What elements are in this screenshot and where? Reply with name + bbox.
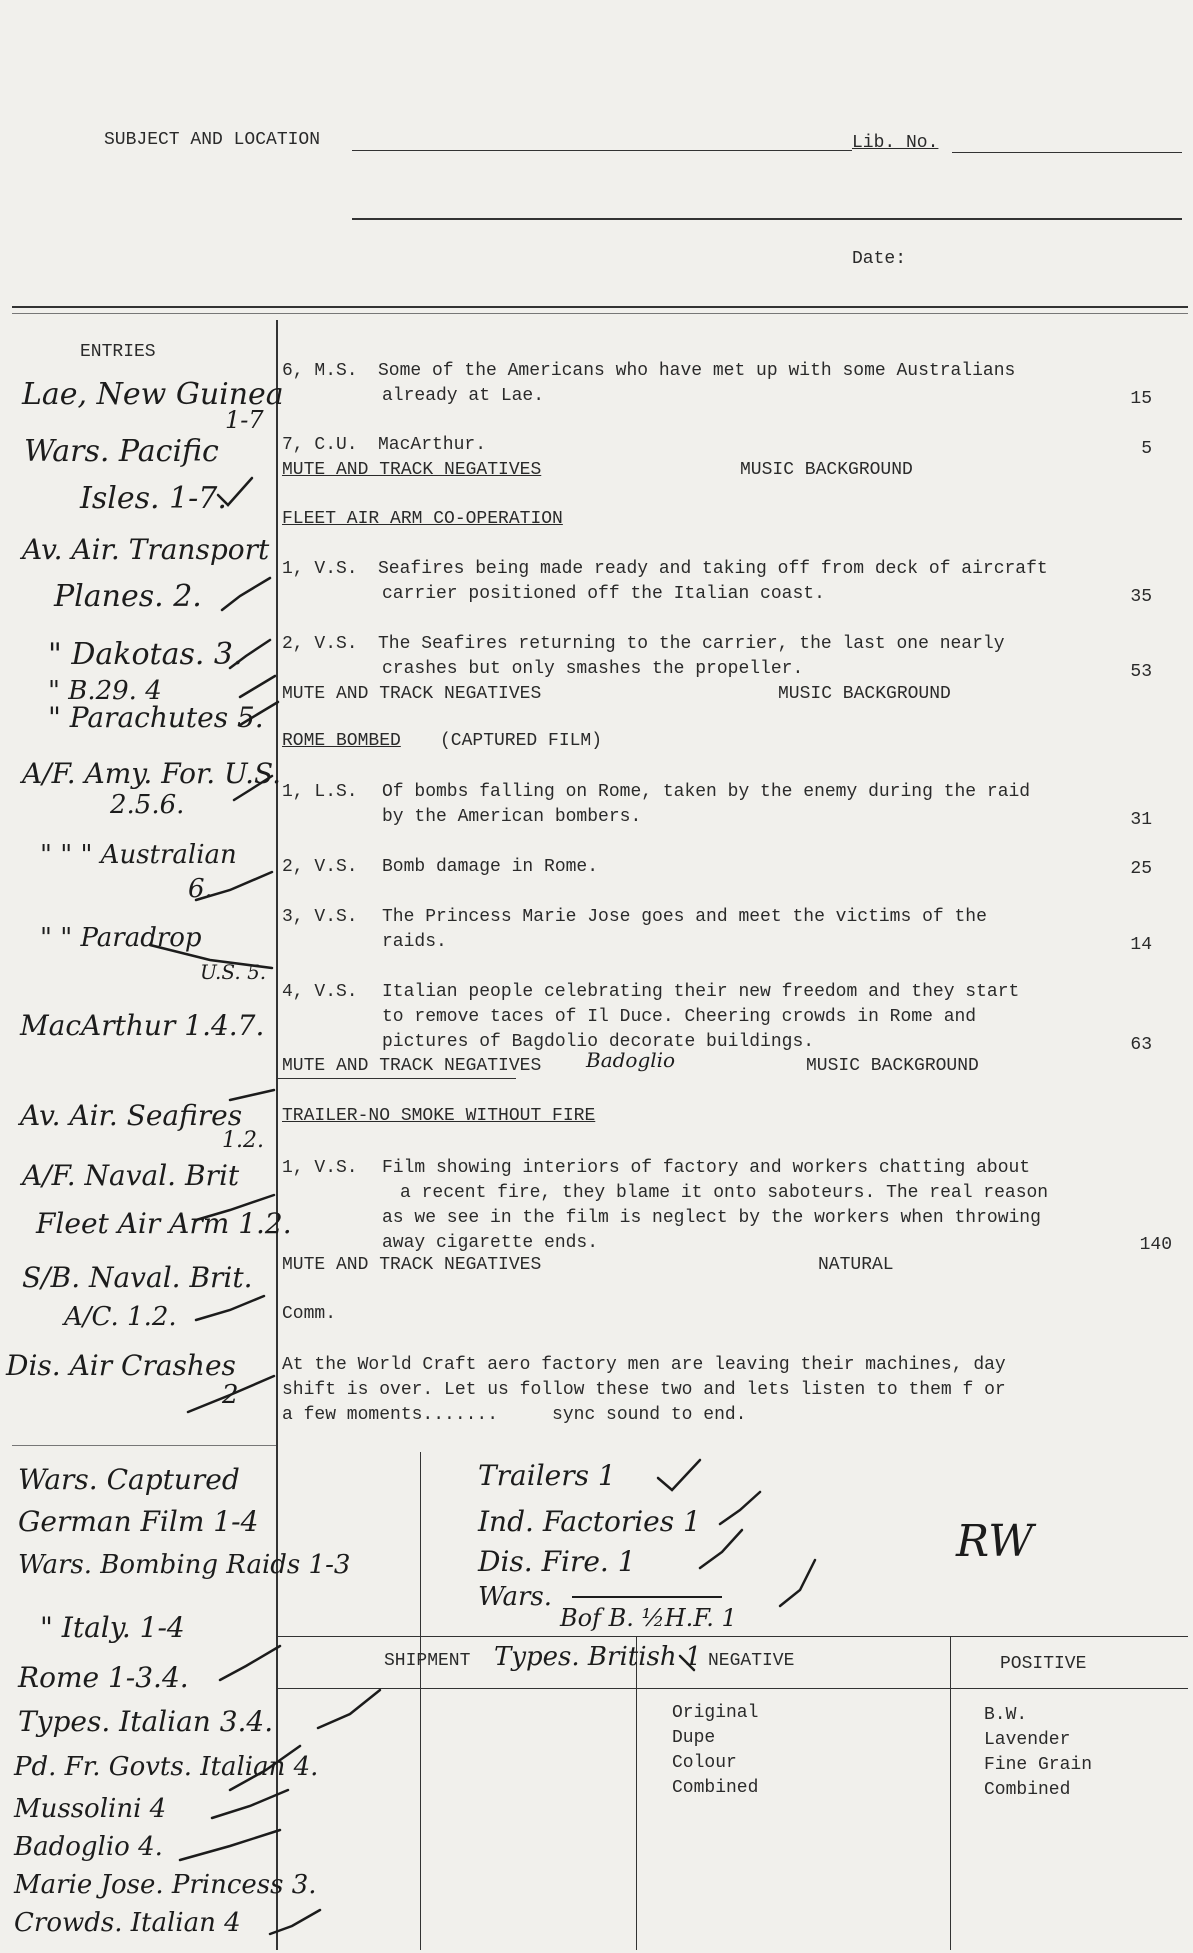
- check-icon: [220, 1646, 280, 1680]
- entry-hand: MacArthur 1.4.7.: [20, 1009, 265, 1042]
- shot-no: 1, V.S.: [282, 559, 358, 579]
- shot-no: 1, L.S.: [282, 782, 358, 802]
- shot-no: 7, C.U.: [282, 435, 358, 455]
- bottom-hand: Wars. Bombing Raids 1-3: [18, 1550, 351, 1580]
- shot-no: 6, M.S.: [282, 361, 358, 381]
- music-label: MUSIC BACKGROUND: [806, 1056, 979, 1076]
- initials: RW: [956, 1516, 1034, 1567]
- bottom-hand: Types. Italian 3.4.: [18, 1705, 274, 1738]
- comm-text: shift is over. Let us follow these two and lets listen to them f or: [282, 1380, 1006, 1400]
- entry-hand: " B.29. 4: [48, 676, 162, 706]
- entry-hand: A/F. Amy. For. U.S.: [22, 757, 282, 790]
- shot-text: Italian people celebrating their new freedom and they start: [382, 982, 1020, 1002]
- bottom-hand: German Film 1-4: [18, 1505, 259, 1538]
- shot-duration: 63: [1130, 1035, 1152, 1055]
- entry-hand: " Parachutes 5.: [48, 701, 264, 734]
- top-rule-2: [12, 313, 1188, 314]
- strike-line: [572, 1596, 722, 1598]
- entry-hand: 2: [222, 1380, 239, 1410]
- mid-hand: Bof B. ½H.F. 1: [560, 1604, 737, 1632]
- check-icon: [240, 676, 275, 697]
- shipment-divider-2: [950, 1636, 951, 1950]
- entries-divider: [276, 320, 278, 1950]
- shot-duration: 25: [1130, 859, 1152, 879]
- check-icon: [318, 1690, 380, 1728]
- negative-item: Original: [672, 1703, 759, 1723]
- bottom-hand: Pd. Fr. Govts. Italian 4.: [14, 1752, 319, 1782]
- second-line: [352, 218, 1182, 220]
- section-fleet: FLEET AIR ARM CO-OPERATION: [282, 509, 563, 529]
- shot-text: MacArthur.: [378, 435, 487, 455]
- shipment-hand: Types. British 1: [494, 1642, 702, 1672]
- entry-hand: Isles. 1-7.: [80, 481, 227, 516]
- shot-duration: 14: [1130, 935, 1152, 955]
- positive-item: B.W.: [984, 1705, 1028, 1725]
- mid-hand: Wars.: [478, 1582, 553, 1612]
- shot-text: a recent fire, they blame it onto saboteurs. The real reason: [400, 1183, 1049, 1203]
- comm-label: Comm.: [282, 1304, 337, 1324]
- shot-text: already at Lae.: [382, 386, 545, 406]
- entry-hand: 6.: [188, 874, 213, 904]
- mute-label: MUTE AND TRACK NEGATIVES: [282, 1255, 542, 1275]
- comm-text: At the World Craft aero factory men are leaving their machines, day: [282, 1355, 1006, 1375]
- shot-no: 3, V.S.: [282, 907, 358, 927]
- shot-text: pictures of Bagdolio decorate buildings.: [382, 1032, 815, 1052]
- shot-text: to remove taces of Il Duce. Cheering crowds in Rome and: [382, 1007, 977, 1027]
- lower-rule: [12, 1445, 276, 1446]
- mid-hand: Dis. Fire. 1: [478, 1545, 636, 1578]
- entry-hand: U.S. 5.: [200, 960, 267, 984]
- entry-hand: " " Paradrop: [40, 923, 202, 953]
- shot-text: Film showing interiors of factory and workers chatting about: [382, 1158, 1031, 1178]
- badoglio-note: Badoglio: [586, 1048, 676, 1072]
- shot-duration: 53: [1130, 662, 1152, 682]
- shot-text: Bomb damage in Rome.: [382, 857, 599, 877]
- entry-hand: 1.2.: [222, 1128, 264, 1153]
- bottom-hand: Crowds. Italian 4: [14, 1908, 241, 1938]
- subject-label: SUBJECT AND LOCATION: [104, 130, 321, 150]
- shot-text: The Princess Marie Jose goes and meet the victims of the: [382, 907, 987, 927]
- entries-label: ENTRIES: [80, 342, 156, 362]
- check-icon: [180, 1830, 280, 1860]
- mid-hand: Trailers 1: [478, 1459, 616, 1492]
- entry-hand: 2.5.6.: [110, 790, 185, 820]
- lib-line: [952, 152, 1182, 153]
- shot-duration: 5: [1141, 439, 1152, 459]
- entry-hand: Lae, New Guinea: [22, 377, 284, 412]
- shot-no: 1, V.S.: [282, 1158, 358, 1178]
- bottom-hand: Rome 1-3.4.: [18, 1661, 189, 1694]
- shot-text: away cigarette ends.: [382, 1233, 599, 1253]
- entry-hand: Dis. Air Crashes: [6, 1349, 236, 1382]
- check-icon: [780, 1560, 815, 1606]
- bottom-hand: Marie Jose. Princess 3.: [14, 1870, 317, 1900]
- shot-text: Some of the Americans who have met up with some Australians: [378, 361, 1016, 381]
- section-rome-sub: (CAPTURED FILM): [440, 731, 603, 751]
- check-icon: [196, 1296, 264, 1320]
- mute-label: MUTE AND TRACK NEGATIVES: [282, 460, 542, 480]
- entry-hand: Av. Air. Seafires: [20, 1099, 243, 1132]
- shot-duration: 15: [1130, 389, 1152, 409]
- shot-text: by the American bombers.: [382, 807, 642, 827]
- section-rome: ROME BOMBED: [282, 731, 401, 751]
- shot-text: as we see in the film is neglect by the workers when throwing: [382, 1208, 1041, 1228]
- shot-text: crashes but only smashes the propeller.: [382, 659, 804, 679]
- shot-text: raids.: [382, 932, 447, 952]
- shipment-label: SHIPMENT: [384, 1651, 471, 1671]
- shot-no: 2, V.S.: [282, 634, 358, 654]
- negative-item: Dupe: [672, 1728, 716, 1748]
- date-label: Date:: [852, 249, 907, 269]
- entry-hand: Wars. Pacific: [24, 434, 219, 469]
- entry-hand: Fleet Air Arm 1.2.: [36, 1207, 292, 1240]
- positive-item: Lavender: [984, 1730, 1071, 1750]
- shot-text: Seafires being made ready and taking off from deck of aircraft: [378, 559, 1048, 579]
- shot-no: 4, V.S.: [282, 982, 358, 1002]
- shot-text: carrier positioned off the Italian coast.: [382, 584, 825, 604]
- music-label: MUSIC BACKGROUND: [778, 684, 951, 704]
- section-rule: [276, 1078, 516, 1079]
- comm-text: a few moments....... sync sound to end.: [282, 1405, 747, 1425]
- mute-label: MUTE AND TRACK NEGATIVES: [282, 684, 542, 704]
- shipment-top-rule: [276, 1636, 1188, 1637]
- positive-item: Combined: [984, 1780, 1071, 1800]
- shot-duration: 140: [1139, 1235, 1172, 1255]
- entry-hand: A/F. Naval. Brit: [22, 1159, 240, 1192]
- bottom-hand: Mussolini 4: [14, 1794, 167, 1824]
- bottom-hand: Badoglio 4.: [14, 1832, 163, 1862]
- check-icon: [222, 578, 270, 610]
- mid-divider: [420, 1452, 421, 1950]
- positive-label: POSITIVE: [1000, 1654, 1087, 1674]
- subject-line: [352, 150, 852, 151]
- section-trailer: TRAILER-NO SMOKE WITHOUT FIRE: [282, 1106, 596, 1126]
- negative-item: Combined: [672, 1778, 759, 1798]
- shot-text: The Seafires returning to the carrier, the last one nearly: [378, 634, 1005, 654]
- check-icon: [700, 1530, 742, 1568]
- bottom-hand: " Italy. 1-4: [40, 1611, 185, 1644]
- shot-duration: 35: [1130, 587, 1152, 607]
- entry-hand: A/C. 1.2.: [64, 1302, 177, 1332]
- music-label: MUSIC BACKGROUND: [740, 460, 913, 480]
- check-icon: [720, 1492, 760, 1524]
- entry-hand: Planes. 2.: [54, 579, 202, 614]
- negative-label: NEGATIVE: [708, 1651, 795, 1671]
- entry-hand: Av. Air. Transport: [22, 533, 270, 566]
- top-rule: [12, 306, 1188, 308]
- positive-item: Fine Grain: [984, 1755, 1093, 1775]
- shipment-divider-1: [636, 1636, 637, 1950]
- entry-hand: " " " Australian: [40, 840, 237, 870]
- negative-item: Colour: [672, 1753, 737, 1773]
- bottom-hand: Wars. Captured: [18, 1463, 240, 1496]
- entry-hand: " Dakotas. 3.: [48, 637, 243, 672]
- shot-text: Of bombs falling on Rome, taken by the enemy during the raid: [382, 782, 1031, 802]
- shipment-mid-rule: [276, 1688, 1188, 1689]
- natural-label: NATURAL: [818, 1255, 894, 1275]
- lib-label: Lib. No.: [852, 133, 939, 153]
- entry-hand: S/B. Naval. Brit.: [22, 1261, 253, 1294]
- mute-label: MUTE AND TRACK NEGATIVES: [282, 1056, 542, 1076]
- entry-hand: 1-7: [225, 406, 264, 434]
- check-icon: [658, 1460, 700, 1490]
- shot-duration: 31: [1130, 810, 1152, 830]
- mid-hand: Ind. Factories 1: [478, 1505, 701, 1538]
- shot-no: 2, V.S.: [282, 857, 358, 877]
